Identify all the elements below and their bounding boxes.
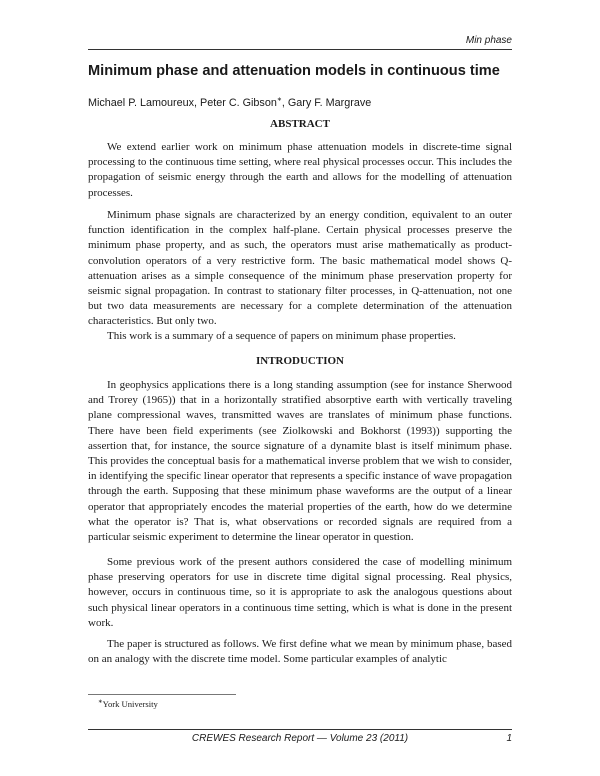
paper-title: Minimum phase and attenuation models in continuous time	[88, 63, 500, 79]
author-list	[88, 96, 371, 109]
footnote-text: York University	[102, 699, 158, 709]
author-names-secondary: , Gary F. Margrave	[281, 97, 372, 109]
footnote	[98, 699, 158, 709]
running-head: Min phase	[465, 35, 512, 46]
author-names-primary: Michael P. Lamoureux, Peter C. Gibson	[88, 97, 277, 109]
affiliation-mark: ∗	[276, 97, 282, 103]
abstract-paragraph-1: We extend earlier work on minimum phase attenuation models in discrete-time signal processing to the continuous time setting, where real physical processes occur. This includes the propagation of seismic energy through the earth and allows for the modelling of attenuation processes.	[88, 141, 512, 199]
introduction-heading: INTRODUCTION	[255, 355, 344, 367]
introduction-paragraph-3: The paper is structured as follows. We first define what we mean by minimum phase, based on an analogy with the discrete time model. Some particular examples of analytic	[88, 638, 512, 666]
footnote-mark: ∗	[98, 699, 103, 705]
introduction-paragraph-2: Some previous work of the present authors considered the case of modelling minimum phase preserving operators for use in discrete time digital signal processing. Real physics, however, occurs in continuous time, so it is appropriate to ask the analogous questions about such physical linear operators in a continuous time setting, which is what is done in the present work.	[88, 556, 512, 629]
abstract-paragraph-3: This work is a summary of a sequence of papers on minimum phase properties.	[107, 330, 456, 342]
footer-journal: CREWES Research Report — Volume 23 (2011)	[191, 733, 409, 744]
abstract-paragraph-2: Minimum phase signals are characterized by an energy condition, equivalent to an outer function identification in the complex half-plane. Certain physical processes preserve the minimum phase property, and as such, the operators must arise mathematically as product-convolution operators of a very restrictive form. The basic mathematical model shows Q-attenuation arises as a simple consequence of the minimum phase preservation property for seismic signal propagation. In contrast to stationary filter processes, in Q-attenuation, not one but two data measurements are necessary for a complete determination of the attenuation characteristics. But only two.	[88, 209, 512, 328]
footnote-rule	[88, 694, 236, 695]
footer-rule	[88, 729, 512, 730]
header-rule	[88, 49, 512, 50]
abstract-heading: ABSTRACT	[270, 118, 330, 130]
introduction-paragraph-1: In geophysics applications there is a long standing assumption (see for instance Sherwood and Trorey (1965)) that in a horizontally stratified absorptive earth with vertically traveling plane compressional waves, transmitted waves are translates of minimum phase functions. There have been field experiments (see Ziolkowski and Bokhorst (1993)) supporting the assertion that, for instance, the source signature of a dynamite blast is itself minimum phase. This provides the conceptual basis for a mathematical inverse problem that we wish to consider, in identifying the specific linear operator that represents a specific instance of wave propagation through the earth. Supposing that these minimum phase waveforms are the output of a linear operator that appropriately encodes the material properties of the earth, how do we determine what the operator is? That is, what observations or recorded signals are required from a particular seismic experiment to determine the linear operator in question.	[88, 379, 512, 544]
page-number: 1	[506, 733, 512, 744]
